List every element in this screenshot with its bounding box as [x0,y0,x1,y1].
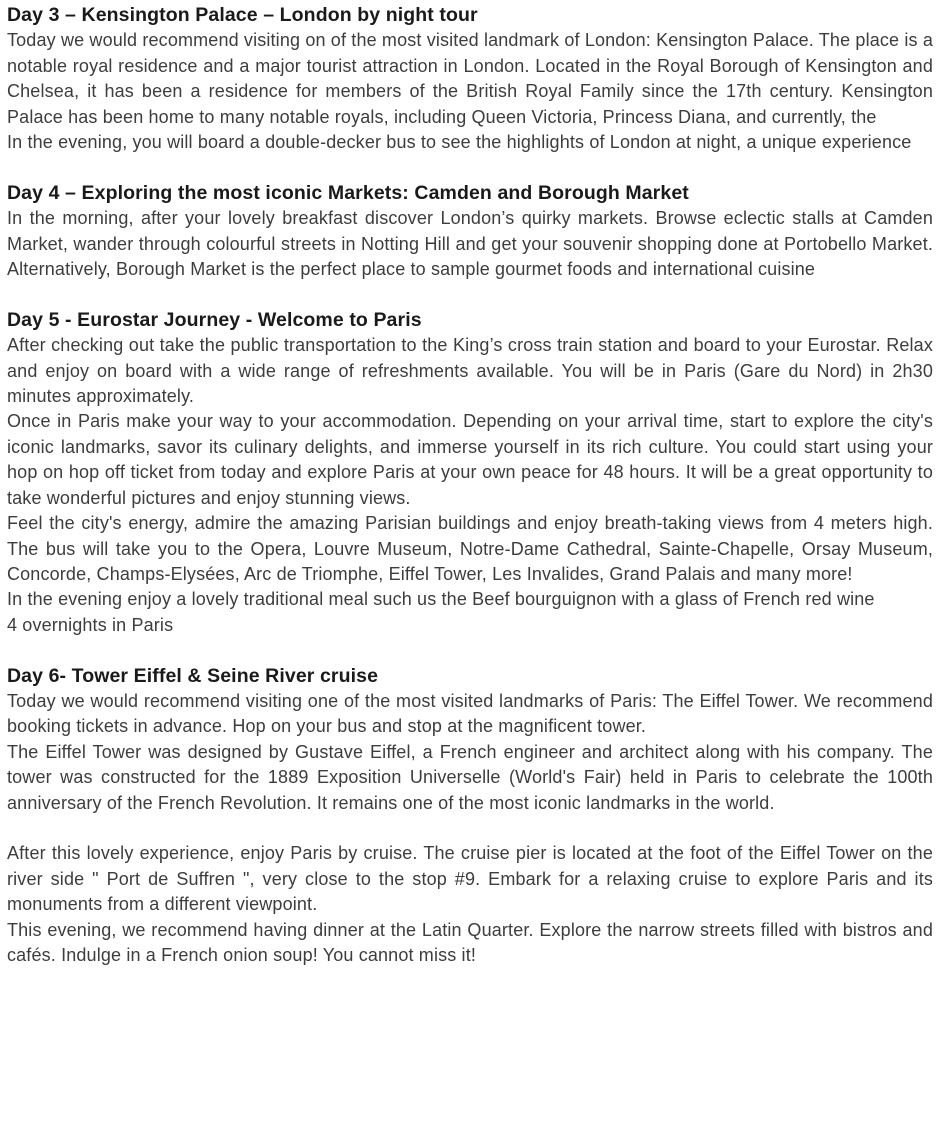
day-4-paragraph-markets: In the morning, after your lovely breakfast discover London’s quirky markets. Browse eclectic stalls at Camden Market, wander through colourful streets in Notting Hill and get your souvenir shopping done at Portobello Market. Alternatively, Borough Market is the perfect place to sample gourmet foods and international cuisine [7,208,933,280]
blank-line-spacer [7,816,933,841]
section-day-5 [7,308,933,638]
section-day-4 [7,181,933,283]
day-5-paragraph-dinner: In the evening enjoy a lovely traditional meal such us the Beef bourguignon with a glass of French red wine [7,589,875,610]
day-5-paragraph-accommodation: Once in Paris make your way to your accommodation. Depending on your arrival time, start to explore the city's iconic landmarks, savor its culinary delights, and immerse yourself in its rich culture. You could start using your hop on hop off ticket from today and explore Paris at your own peace for 48 hours. It will be a great opportunity to take wonderful pictures and enjoy stunning views. [7,411,933,508]
day-5-paragraph-overnights: 4 overnights in Paris [7,614,174,635]
section-day-3 [7,3,933,155]
day-4-heading: Day 4 – Exploring the most iconic Markets: Camden and Borough Market [7,181,689,204]
day-3-heading: Day 3 – Kensington Palace – London by night tour [7,4,478,26]
day-5-paragraph-bus-tour: Feel the city's energy, admire the amazing Parisian buildings and enjoy breath-taking views from 4 meters high. The bus will take you to the Opera, Louvre Museum, Notre-Dame Cathedral, Sainte-Chapelle, Orsay Museum, Concorde, Champs-Elysées, Arc de Triomphe, Eiffel Tower, Les Invalides, Grand Palais and many more! [7,513,933,584]
day-6-paragraph-seine-cruise: After this lovely experience, enjoy Paris by cruise. The cruise pier is located at the foot of the Eiffel Tower on the river side " Port de Suffren ", very close to the stop #9. Embark for a relaxing cruise to explore Paris and its monuments from a different viewpoint. [7,843,933,915]
day-5-heading: Day 5 - Eurostar Journey - Welcome to Paris [7,308,422,331]
day-6-paragraph-latin-quarter: This evening, we recommend having dinner at the Latin Quarter. Explore the narrow streets filled with bistros and cafés. Indulge in a French onion soup! You cannot miss it! [7,919,933,965]
day-5-paragraph-eurostar: After checking out take the public transportation to the King’s cross train station and board to your Eurostar. Relax and enjoy on board with a wide range of refreshments available. You will be in Paris (Gare du Nord) in 2h30 minutes approximately. [7,335,933,407]
day-6-heading: Day 6- Tower Eiffel & Seine River cruise [7,664,379,687]
day-6-paragraph-eiffel-history: The Eiffel Tower was designed by Gustave Eiffel, a French engineer and architect along with his company. The tower was constructed for the 1889 Exposition Universelle (World's Fair) held in Paris to celebrate the 100th anniversary of the French Revolution. It remains one of the most iconic landmarks in the world. [7,741,933,813]
section-day-6 [7,664,933,969]
day-3-paragraph-kensington: Today we would recommend visiting on of the most visited landmark of London: Kensington Palace. The place is a notable royal residence and a major tourist attraction in London. Located in the Royal Borough of Kensington and Chelsea, it has been a residence for members of the British Royal Family since the 17th century. Kensington Palace has been home to many notable royals, including Queen Victoria, Princess Diana, and currently, the [7,30,933,127]
day-3-paragraph-night-tour: In the evening, you will board a double-decker bus to see the highlights of London at night, a unique experience [7,132,912,153]
day-6-paragraph-eiffel-visit: Today we would recommend visiting one of the most visited landmarks of Paris: The Eiffel Tower. We recommend booking tickets in advance. Hop on your bus and stop at the magnificent tower. [7,690,933,737]
